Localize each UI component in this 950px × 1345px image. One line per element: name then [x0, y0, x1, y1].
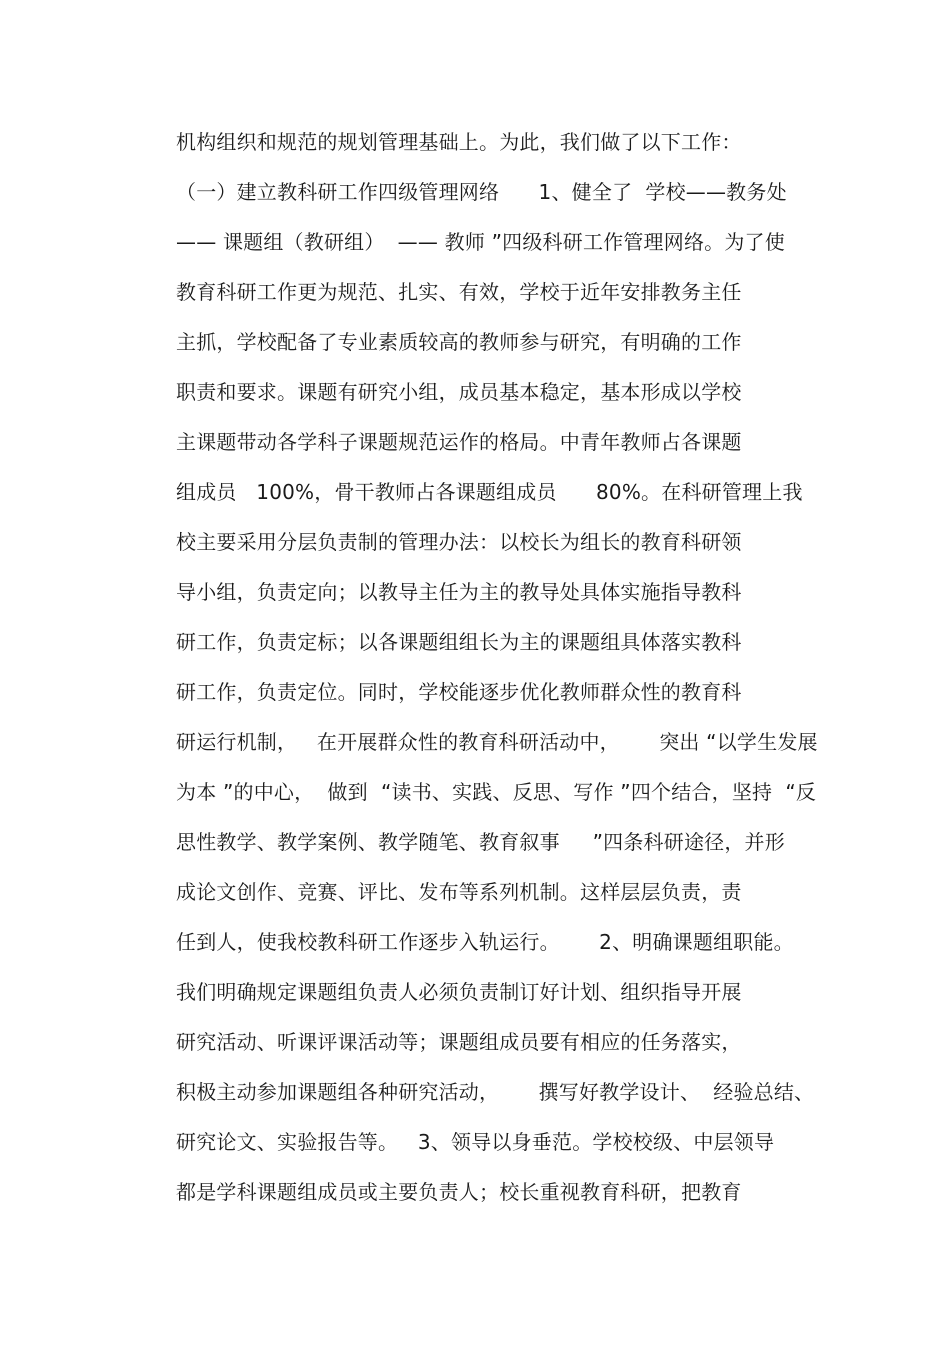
- text-line: 研运行机制， 在开展群众性的教育科研活动中， 突出 “以学生发展: [176, 730, 818, 754]
- text-line: （一）建立教科研工作四级管理网络 1、健全了 学校——教务处: [176, 180, 787, 204]
- text-line: 都是学科课题组成员或主要负责人；校长重视教育科研，把教育: [176, 1180, 742, 1204]
- text-line: —— 课题组（教研组） —— 教师 ”四级科研工作管理网络。为了使: [176, 230, 785, 254]
- text-line: 研工作，负责定位。同时，学校能逐步优化教师群众性的教育科: [176, 680, 742, 704]
- text-line: 校主要采用分层负责制的管理办法：以校长为组长的教育科研领: [176, 530, 742, 554]
- text-line: 思性教学、教学案例、教学随笔、教育叙事 ”四条科研途径，并形: [176, 830, 785, 854]
- text-line: 教育科研工作更为规范、扎实、有效，学校于近年安排教务主任: [176, 280, 742, 304]
- text-line: 机构组织和规范的规划管理基础上。为此，我们做了以下工作：: [176, 130, 742, 154]
- text-line: 组成员 100%，骨干教师占各课题组成员 80%。在科研管理上我: [176, 480, 803, 504]
- text-line: 导小组，负责定向；以教导主任为主的教导处具体实施指导教科: [176, 580, 742, 604]
- text-line: 主课题带动各学科子课题规范运作的格局。中青年教师占各课题: [176, 430, 742, 454]
- text-line: 我们明确规定课题组负责人必须负责制订好计划、组织指导开展: [176, 980, 742, 1004]
- text-line: 主抓，学校配备了专业素质较高的教师参与研究，有明确的工作: [176, 330, 742, 354]
- text-line: 积极主动参加课题组各种研究活动， 撰写好教学设计、 经验总结、: [176, 1080, 815, 1104]
- text-line: 职责和要求。课题有研究小组，成员基本稳定，基本形成以学校: [176, 380, 742, 404]
- text-line: 研究活动、听课评课活动等；课题组成员要有相应的任务落实，: [176, 1030, 742, 1054]
- text-line: 任到人，使我校教科研工作逐步入轨运行。 2、明确课题组职能。: [176, 930, 794, 954]
- text-line: 研工作，负责定标；以各课题组组长为主的课题组具体落实教科: [176, 630, 742, 654]
- text-line: 为本 ”的中心， 做到 “读书、实践、反思、写作 ”四个结合，坚持 “反: [176, 780, 817, 804]
- text-line: 成论文创作、竞赛、评比、发布等系列机制。这样层层负责，责: [176, 880, 742, 904]
- text-line: 研究论文、实验报告等。 3、领导以身垂范。学校校级、中层领导: [176, 1130, 775, 1154]
